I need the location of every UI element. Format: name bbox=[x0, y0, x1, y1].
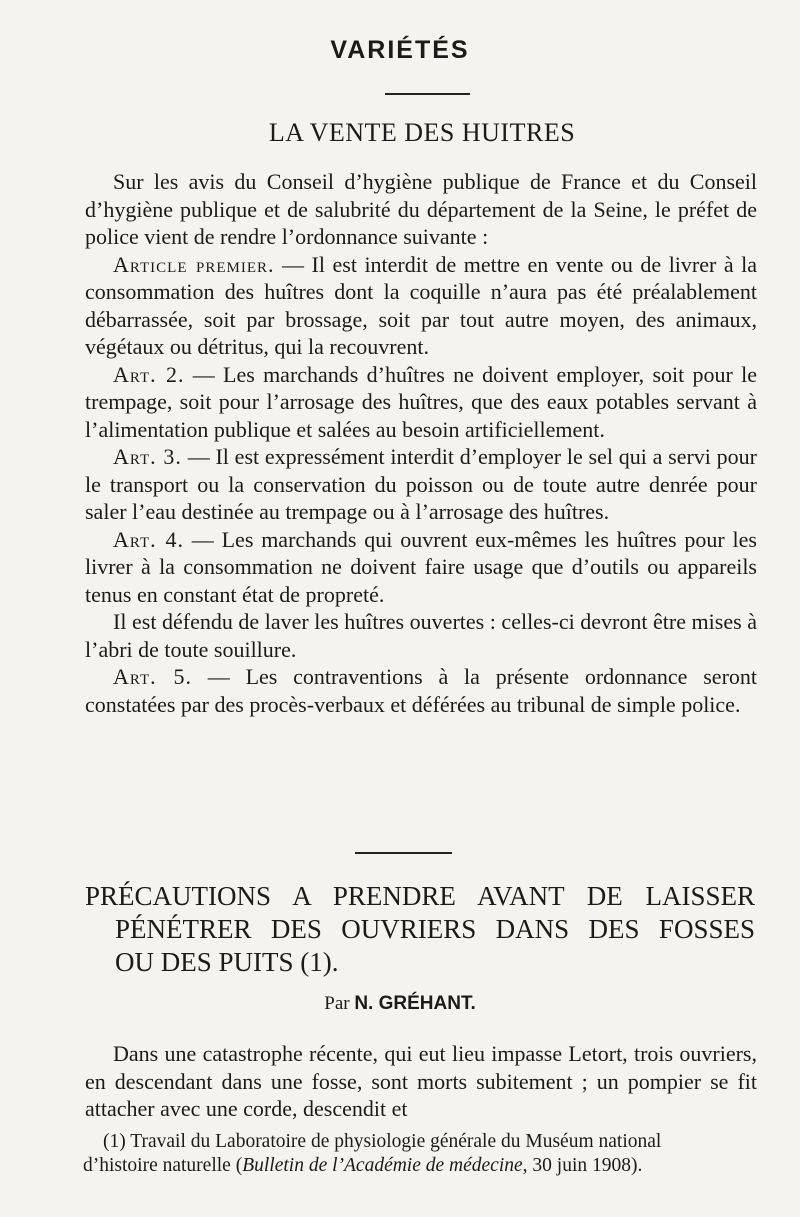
article-text: — Les contraventions à la présente ordonnance seront constatées par des procès-verbaux et déférées au tribunal de simple police. bbox=[85, 664, 758, 717]
article-paragraph bbox=[85, 608, 757, 663]
article-text: — Les marchands d’huîtres ne doivent employer, soit pour le trempage, soit pour l’arrosage des huîtres, que des eaux potables servant à l’alimentation publique et salées au besoin artificiellement. bbox=[85, 361, 757, 442]
byline bbox=[0, 993, 800, 1015]
article-label: Art. 3. bbox=[113, 444, 182, 469]
article-title: LA VENTE DES HUITRES bbox=[268, 118, 576, 147]
article-text: — Les marchands qui ouvrent eux-mêmes les huîtres pour les livrer à la consommation ne doivent faire usage que d’outils ou appareils tenus en constant état de propreté. bbox=[85, 526, 757, 607]
article-text: — Il est interdit de mettre en vente ou de livrer à la consommation des huîtres dont la coquille n’aura pas été préalablement débarrassée, soit par brossage, soit par tout autre moyen, des animaux, végétaux ou détritus, qui la recouvrent. bbox=[85, 251, 758, 359]
article2-title-line: PÉNÉTRER DES OUVRIERS DANS DES FOSSES bbox=[115, 914, 755, 944]
article-body bbox=[85, 168, 757, 718]
footnote-citation: Bulletin de l’Académie de médecine bbox=[242, 1155, 523, 1176]
footnote bbox=[83, 1130, 753, 1178]
footnote-date: , 30 juin 1908). bbox=[522, 1155, 643, 1176]
article-paragraph bbox=[85, 361, 757, 444]
article-text: — Il est expressément interdit d’employer le sel qui a servi pour le transport ou la conservation du poisson ou de toute autre denrée pour saler l’eau destinée au trempage ou à l’arrosage des huîtres. bbox=[85, 444, 758, 524]
article-label: Art. 2. bbox=[113, 361, 185, 387]
article2-title bbox=[85, 880, 755, 979]
article-label: Article premier. bbox=[113, 251, 275, 277]
article2-paragraph: Dans une catastrophe récente, qui eut lieu impasse Letort, trois ouvriers, en descendant dans une fosse, sont morts subitement ; un pompier se fit attacher avec une corde, descendit et bbox=[85, 1041, 757, 1121]
article-paragraph bbox=[85, 526, 757, 609]
article2-body bbox=[85, 1040, 757, 1123]
byline-author: N. GRÉHANT. bbox=[354, 993, 476, 1014]
article-paragraph bbox=[85, 663, 757, 718]
title-rule bbox=[385, 93, 470, 95]
footnote-line bbox=[83, 1154, 753, 1178]
footnote-line: (1) Travail du Laboratoire de physiologie générale du Muséum national bbox=[103, 1131, 662, 1152]
footnote-text: d’histoire naturelle ( bbox=[83, 1155, 243, 1176]
article-paragraph bbox=[85, 443, 757, 526]
article-paragraph bbox=[85, 251, 757, 361]
section-title: VARIÉTÉS bbox=[330, 36, 470, 64]
section-separator bbox=[355, 852, 452, 854]
article2-title-line: PRÉCAUTIONS A PRENDRE AVANT DE LAISSER bbox=[85, 881, 755, 911]
intro-paragraph: Sur les avis du Conseil d’hygiène publique de France et du Conseil d’hygiène publique et de salubrité du département de la Seine, le préfet de police vient de rendre l’ordonnance suivante : bbox=[85, 169, 757, 249]
article-text: Il est défendu de laver les huîtres ouvertes : celles-ci devront être mises à l’abri de toute souillure. bbox=[85, 609, 757, 662]
byline-prefix: Par bbox=[324, 993, 350, 1014]
article-label: Art. 5. bbox=[113, 664, 192, 689]
article-label: Art. 4. bbox=[113, 526, 184, 552]
article2-title-line: OU DES PUITS (1). bbox=[115, 947, 339, 977]
